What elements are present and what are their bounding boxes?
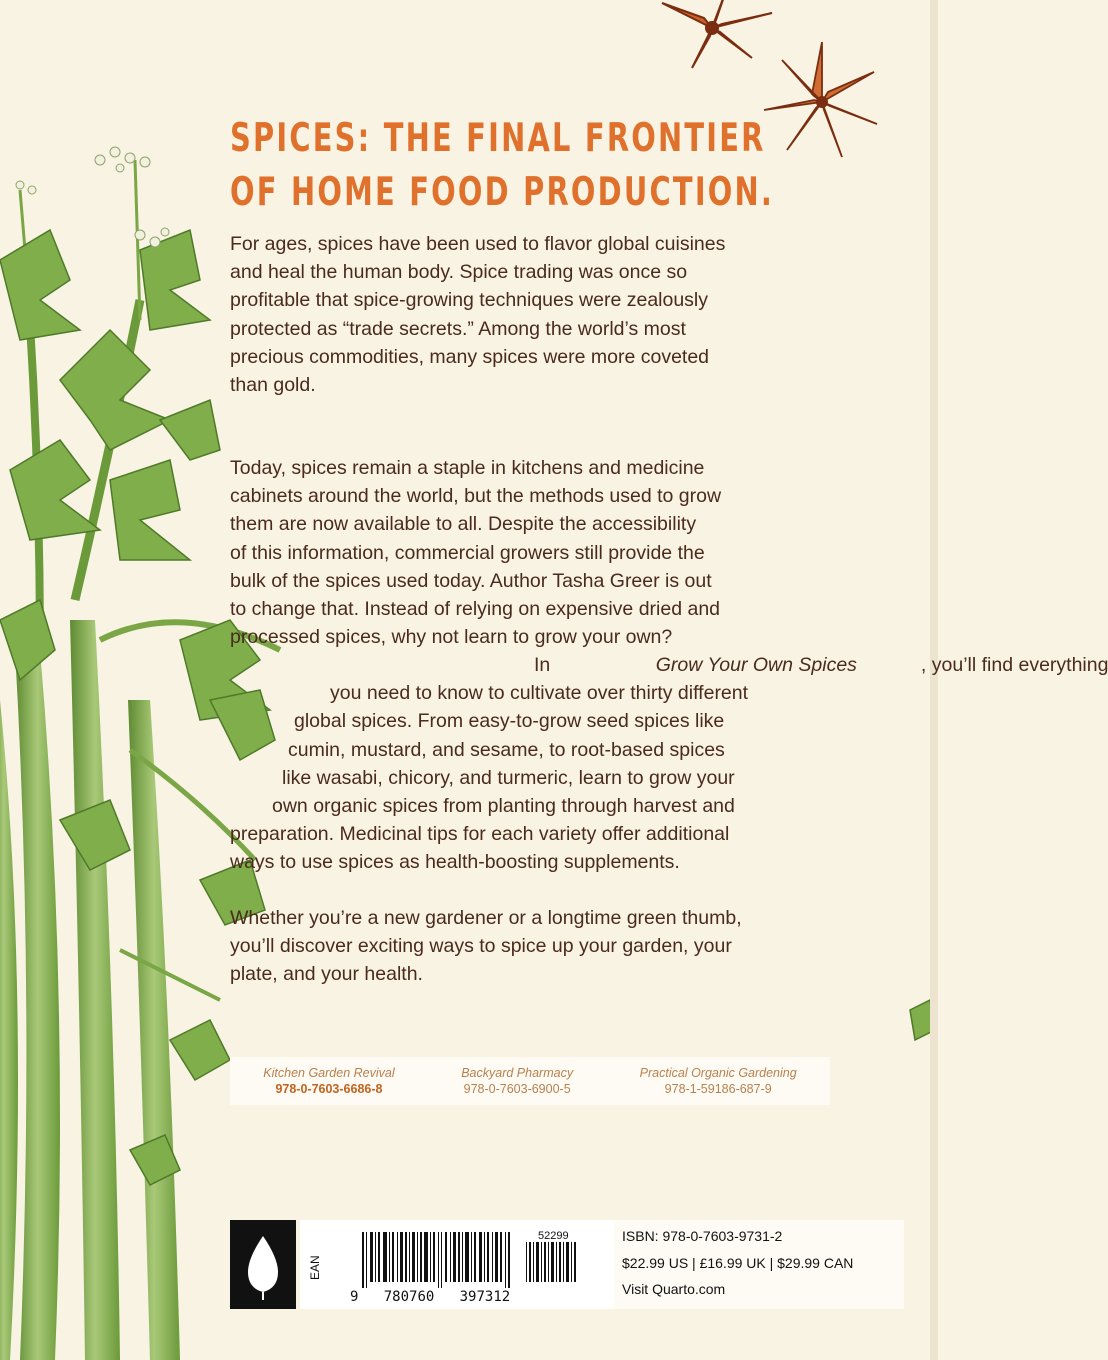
- related-book-title: Practical Organic Gardening: [639, 1066, 797, 1080]
- related-book-isbn: 978-0-7603-6900-5: [463, 1082, 571, 1096]
- related-book: [263, 1065, 394, 1097]
- pricing-info: [614, 1220, 904, 1309]
- related-book-title: Backyard Pharmacy: [461, 1066, 574, 1080]
- lead-word: In: [534, 654, 556, 676]
- paragraph-line: and heal the human body. Spice trading was once so: [230, 261, 688, 284]
- paragraph-line: preparation. Medicinal tips for each variety offer additional: [230, 823, 730, 846]
- paragraph-line: plate, and your health.: [230, 963, 423, 986]
- paragraph-line: processed spices, why not learn to grow your own?: [230, 626, 673, 649]
- website-text: Visit Quarto.com: [622, 1281, 726, 1297]
- today-paragraph: [230, 454, 721, 651]
- paragraph-line: of this information, commercial growers still provide the: [230, 541, 705, 564]
- related-book-isbn: 978-1-59186-687-9: [664, 1082, 772, 1096]
- umbel-flower-icon: [16, 147, 169, 247]
- paragraph-line: protected as “trade secrets.” Among the world’s most: [230, 317, 686, 340]
- intro-paragraph: [230, 230, 725, 399]
- related-book-title: Kitchen Garden Revival: [263, 1066, 395, 1080]
- ean-label: EAN: [308, 1255, 322, 1280]
- related-book: [640, 1065, 797, 1097]
- related-book: [461, 1065, 573, 1097]
- publisher-logo: [230, 1220, 296, 1309]
- barcode-digits: [350, 1289, 510, 1305]
- paragraph-line: bulk of the spices used today. Author Tasha Greer is out: [230, 569, 712, 592]
- barcode-digits-group-1: 780760: [383, 1289, 435, 1305]
- headline-line-2: OF HOME FOOD PRODUCTION.: [230, 170, 775, 215]
- paragraph-line: them are now available to all. Despite the accessibility: [230, 513, 697, 536]
- headline: [230, 112, 775, 220]
- paragraph-line: than gold.: [230, 374, 316, 397]
- paragraph-line: own organic spices from planting through harvest and: [272, 795, 735, 818]
- paragraph-line: like wasabi, chicory, and turmeric, learn to grow your: [282, 766, 735, 789]
- star-anise-icon: [662, 0, 772, 68]
- paragraph-line: Whether you’re a new gardener or a longtime green thumb,: [230, 907, 742, 929]
- paragraph-line: global spices. From easy-to-grow seed spices like: [294, 710, 725, 733]
- paragraph-line: you need to know to cultivate over thirty different: [330, 682, 749, 705]
- paragraph-line: cabinets around the world, but the methods used to grow: [230, 485, 722, 508]
- drop-icon: [230, 1220, 296, 1309]
- paragraph-line: [230, 651, 1108, 679]
- headline-line-1: SPICES: THE FINAL FRONTIER: [230, 116, 766, 161]
- isbn-text: ISBN: 978-0-7603-9731-2: [622, 1228, 783, 1244]
- paragraph-line: ways to use spices as health-boosting supplements.: [230, 851, 680, 874]
- paragraph-line: cumin, mustard, and sesame, to root-based spices: [288, 738, 725, 761]
- barcode-digit-first: 9: [350, 1289, 359, 1305]
- paragraph-line: to change that. Instead of relying on expensive dried and: [230, 598, 721, 621]
- price-code: 52299: [538, 1230, 569, 1242]
- paragraph-line: you’ll discover exciting ways to spice up your garden, your: [230, 935, 732, 958]
- prices-text: $22.99 US | £16.99 UK | $29.99 CAN: [622, 1255, 854, 1271]
- line-rest: , you’ll find everything: [920, 654, 1108, 676]
- barcode-digits-group-2: 397312: [459, 1289, 511, 1305]
- related-book-isbn: 978-0-7603-6686-8: [275, 1082, 383, 1096]
- book-title: Grow Your Own Spices: [655, 654, 857, 676]
- related-books: [230, 1057, 830, 1105]
- paragraph-line: Today, spices remain a staple in kitchens and medicine: [230, 457, 705, 479]
- paragraph-line: profitable that spice-growing techniques were zealously: [230, 289, 709, 312]
- star-anise-icon: [764, 42, 877, 157]
- closing-paragraph: [230, 904, 742, 989]
- book-description-paragraph: [230, 651, 1108, 877]
- paragraph-line: For ages, spices have been used to flavor global cuisines: [230, 233, 726, 255]
- barcode: [300, 1220, 614, 1309]
- paragraph-line: precious commodities, many spices were more coveted: [230, 345, 710, 368]
